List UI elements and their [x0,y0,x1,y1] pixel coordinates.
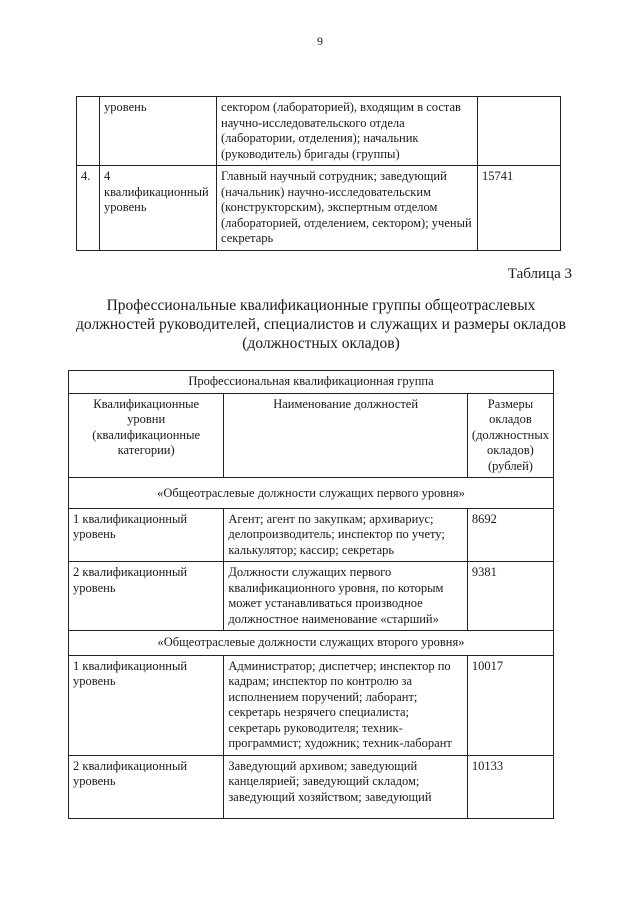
salary-cell: 10017 [467,655,553,755]
page-number: 9 [317,34,323,48]
table-heading: Профессиональные квалификационные группы общеотраслевых должностей руководителей, специалистов и служащих и размеры окладов (должностных окладов) [76,297,566,352]
table-row [69,508,554,562]
salary-cell [478,97,561,166]
row-number-cell: 4. [77,166,100,251]
table-row [77,97,561,166]
salary-cell: 15741 [478,166,561,251]
salary-cell: 8692 [467,508,553,562]
column-header-row [69,393,554,478]
group-header-row [69,371,554,394]
level-cell: 4 квалификационный уровень [100,166,217,251]
positions-cell: Заведующий архивом; заведующий канцелярией; заведующий складом; заведующий хозяйством; заведующий [224,755,468,818]
level-cell: 1 квалификационный уровень [69,508,224,562]
level-cell: 2 квалификационный уровень [69,562,224,631]
salary-table [68,370,554,819]
positions-cell: Главный научный сотрудник; заведующий (начальник) научно-исследовательским (конструкторским), экспертным отделом (лабораторией, отделением, сектором); ученый секретарь [217,166,478,251]
positions-cell: Администратор; диспетчер; инспектор по кадрам; инспектор по контролю за исполнением поручений; лаборант; секретарь незрячего специалиста; секретарь руководителя; техник-программист; художник; техник-лаборант [224,655,468,755]
table-caption: Таблица 3 [507,266,572,282]
table-row [69,755,554,818]
section-title: «Общеотраслевые должности служащих первого уровня» [69,478,554,509]
level-cell: уровень [100,97,217,166]
section-row [69,478,554,509]
row-number-cell [77,97,100,166]
continued-table [76,96,561,251]
positions-header: Наименование должностей [224,393,468,478]
group-header-cell: Профессиональная квалификационная группа [69,371,554,394]
salary-cell: 9381 [467,562,553,631]
positions-cell: сектором (лабораторией), входящим в состав научно-исследовательского отдела (лаборатории, отделения); начальник (руководитель) бригады (группы) [217,97,478,166]
level-cell: 2 квалификационный уровень [69,755,224,818]
level-cell: 1 квалификационный уровень [69,655,224,755]
positions-cell: Должности служащих первого квалификационного уровня, по которым может устанавливаться производное должностное наименование «старший» [224,562,468,631]
salary-cell: 10133 [467,755,553,818]
section-row [69,631,554,656]
table-row [69,655,554,755]
table-row [77,166,561,251]
table-row [69,562,554,631]
salary-header: Размеры окладов (должностных окладов) (рублей) [467,393,553,478]
positions-cell: Агент; агент по закупкам; архивариус; делопроизводитель; инспектор по учету; калькулятор; кассир; секретарь [224,508,468,562]
section-title: «Общеотраслевые должности служащих второго уровня» [69,631,554,656]
levels-header: Квалификационные уровни (квалификационные категории) [69,393,224,478]
